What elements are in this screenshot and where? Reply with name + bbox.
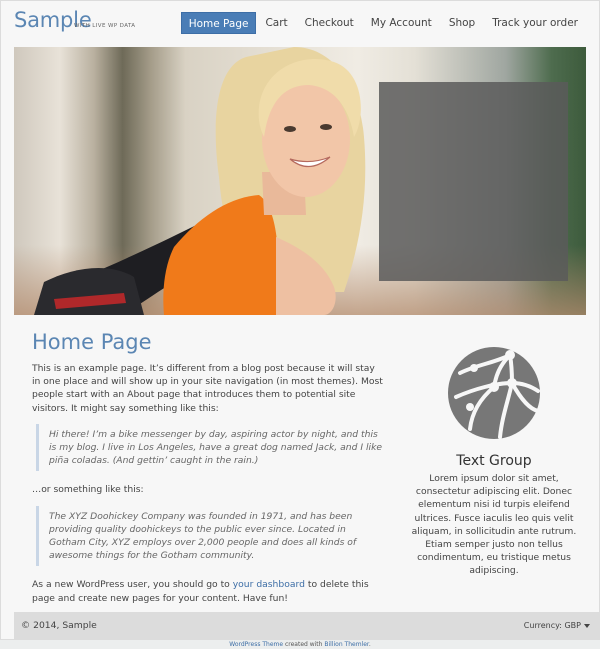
nav-item-my-account[interactable]: My Account [370,17,432,29]
nav-item-cart[interactable]: Cart [265,17,288,29]
text-group-widget [404,345,584,578]
main-nav [180,12,586,34]
dashboard-link[interactable]: your dashboard [232,579,305,591]
copyright-text: © 2014, Sample [21,620,97,631]
or-paragraph: …or something like this: [32,484,144,496]
credits-end: . [368,641,371,648]
blockquote-doohickey: The XYZ Doohickey Company was founded in 1971, and has been providing quality doohickeys to the public ever since. Located in Gotham City, XYZ employs over 2,000 people and does all kinds of awesome things for the Gotham community. [36,506,384,567]
outro-text-before: As a new WordPress user, you should go to [32,579,233,591]
wordpress-theme-link[interactable]: WordPress Theme [229,641,284,648]
site-footer [14,612,600,640]
outro-paragraph [32,578,384,604]
billion-themler-link[interactable]: Billion Themler [324,641,369,648]
outro-text-after: to delete this page and create new pages for your content. Have fun! [32,579,369,604]
nav-item-track-your-order[interactable]: Track your order [492,17,578,29]
currency-label: Currency: GBP [523,621,581,630]
nav-item-shop[interactable]: Shop [448,17,476,29]
widget-text: Lorem ipsum dolor sit amet, consectetur adipiscing elit. Donec elementum nisi id turpis eleifend ultrices. Fusce iaculis leo quis velit aliquam, in sollicitudin ante rutrum. Etiam semper justo non tellus condimentum, eu tristique metus adipiscing. [411,473,577,577]
blockquote-bike-messenger: Hi there! I’m a bike messenger by day, aspiring actor by night, and this is my blog. I live in Los Angeles, have a great dog named Jack, and I like piña coladas. (And gettin’ caught in the rain.) [36,424,384,472]
page-title: Home Page [32,330,152,354]
currency-selector[interactable] [524,621,590,630]
nav-item-home-page[interactable]: Home Page [181,12,257,34]
intro-paragraph: This is an example page. It’s different from a blog post because it will stay in one place and will show up in your site navigation (in most themes). Most people start with an About page that introduces them to potential site visitors. It might say something like this: [32,363,383,414]
hero-image [14,47,586,315]
main-content [32,330,384,605]
theme-credits [0,641,600,648]
credits-created-with: created with [283,641,325,648]
site-logo[interactable]: Sample [14,8,92,32]
caret-down-icon [584,624,590,628]
network-globe-icon [446,345,542,441]
site-header [0,0,600,47]
site-tagline: WITH LIVE WP DATA [74,23,136,29]
widget-title: Text Group [456,453,532,469]
hero-caption-overlay [379,82,568,281]
nav-item-checkout[interactable]: Checkout [304,17,354,29]
